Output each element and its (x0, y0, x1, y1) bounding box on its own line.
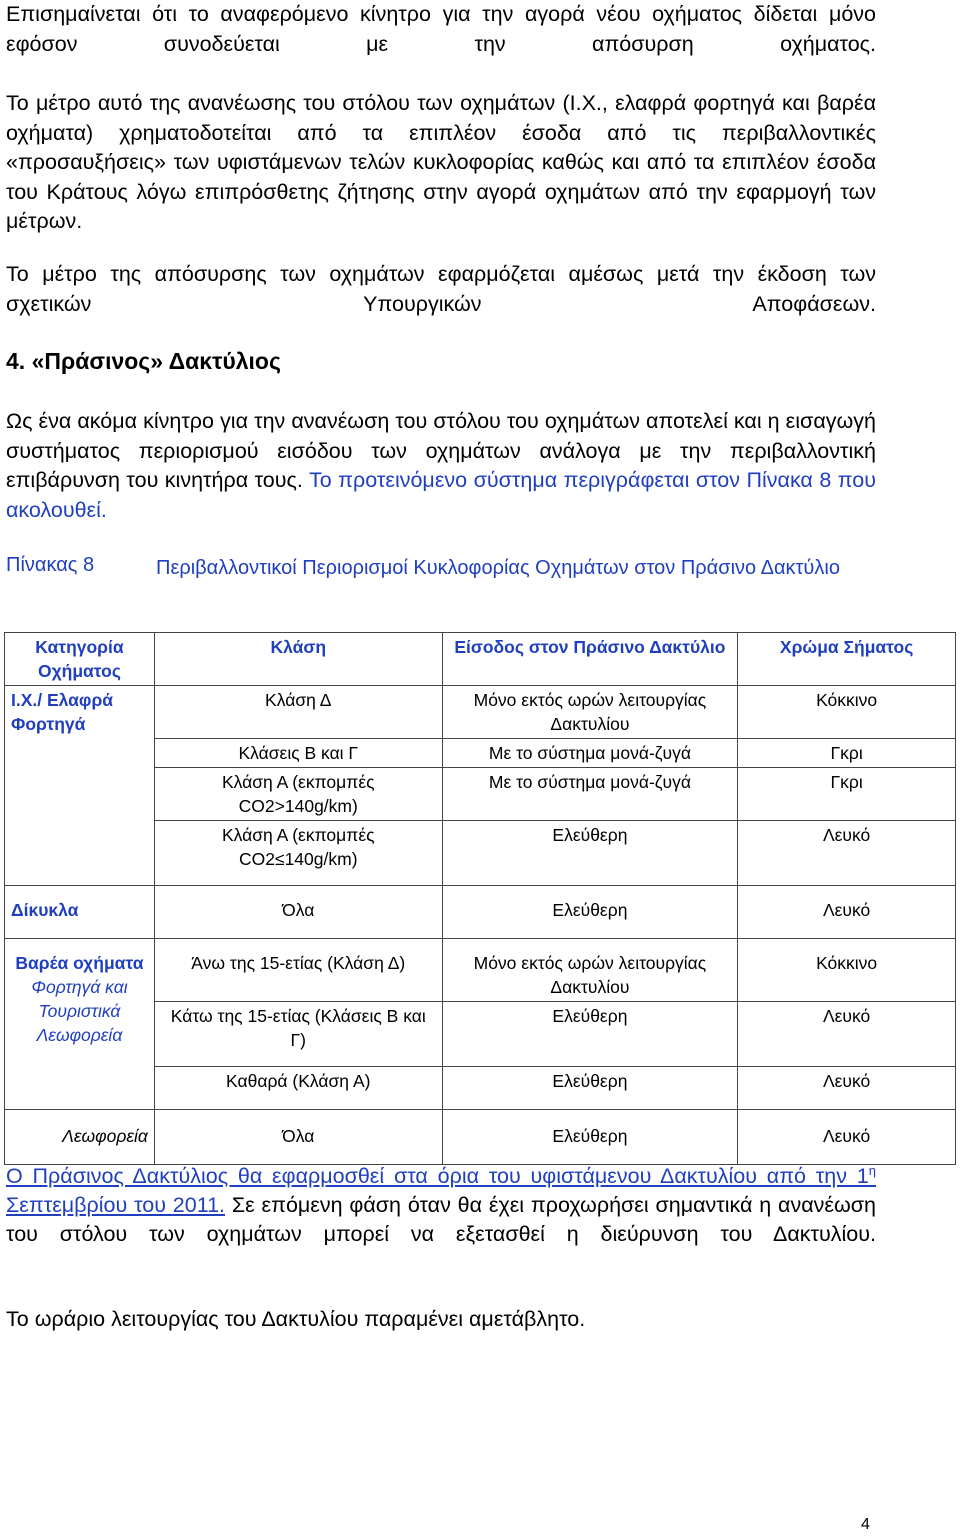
paragraph-incentive-note: Επισημαίνεται ότι το αναφερόμενο κίνητρο για την αγορά νέου οχήματος δίδεται μόνο εφόσον συνοδεύεται με την απόσυρση οχήματος. (6, 2, 876, 56)
ordinal-superscript: η (868, 1162, 876, 1178)
category-heavy-vehicles-title: Βαρέα οχήματα (15, 953, 144, 973)
header-category: Κατηγορία Οχήματος (5, 633, 155, 686)
cell-color: Κόκκινο (738, 939, 956, 1002)
category-heavy-vehicles-subtitle: Φορτηγά και Τουριστικά Λεωφορεία (31, 977, 128, 1045)
paragraph-withdrawal-measure: Το μέτρο της απόσυρσης των οχημάτων εφαρμόζεται αμέσως μετά την έκδοση των σχετικών Υπουργικών Αποφάσεων. (6, 262, 876, 316)
cell-class: Όλα (154, 886, 442, 939)
cell-entry: Ελεύθερη (442, 1067, 738, 1110)
cell-color: Λευκό (738, 1002, 956, 1067)
paragraph-ring-implementation (6, 1162, 876, 1249)
section-intro-text: Ως ένα ακόμα κίνητρο για την ανανέωση του στόλου του οχημάτων αποτελεί και η εισαγωγή συστήματος περιορισμού εισόδου των οχημάτων ανάλογα με την περιβαλλοντική επιβάρυνση του κινητήρα τους. (6, 409, 876, 492)
cell-color: Λευκό (738, 821, 956, 886)
header-class: Κλάση (154, 633, 442, 686)
green-ring-table (4, 632, 956, 1165)
header-color: Χρώμα Σήματος (738, 633, 956, 686)
cell-class: Κλάση Δ (154, 686, 442, 739)
page-number: 4 (861, 1516, 870, 1533)
table-row (5, 939, 956, 1002)
cell-class: Καθαρά (Κλάση Α) (154, 1067, 442, 1110)
cell-class: Άνω της 15-ετίας (Κλάση Δ) (154, 939, 442, 1002)
cell-class: Κάτω της 15-ετίας (Κλάσεις Β και Γ) (154, 1002, 442, 1067)
paragraph-fleet-renewal-funding: Το μέτρο αυτό της ανανέωσης του στόλου των οχημάτων (Ι.Χ., ελαφρά φορτηγά και βαρέα οχήματα) χρηματοδοτείται από τα επιπλέον έσοδα από τις περιβαλλοντικές «προσαυξήσεις» των υφιστάμενων τελών κυκλοφορίας καθώς και από τα επιπλέον έσοδα του Κράτους λόγω επιπρόσθετης ζήτησης στην αγορά οχημάτων από την εφαρμογή των μέτρων. (6, 91, 876, 233)
table-header-row (5, 633, 956, 686)
cell-class: Κλάσεις Β και Γ (154, 739, 442, 768)
cell-entry: Μόνο εκτός ωρών λειτουργίας Δακτυλίου (442, 939, 738, 1002)
section-heading: 4. «Πράσινος» Δακτύλιος (6, 348, 281, 374)
cell-entry: Ελεύθερη (442, 1110, 738, 1165)
table-caption-label: Πίνακας 8 (6, 554, 95, 576)
cell-entry: Ελεύθερη (442, 1002, 738, 1067)
cell-entry: Με το σύστημα μονά-ζυγά (442, 739, 738, 768)
cell-color: Γκρι (738, 739, 956, 768)
table-row (5, 686, 956, 739)
cell-color: Κόκκινο (738, 686, 956, 739)
cell-entry: Ελεύθερη (442, 821, 738, 886)
table-caption-text: Περιβαλλοντικοί Περιορισμοί Κυκλοφορίας Οχημάτων στον Πράσινο Δακτύλιο (156, 557, 840, 579)
implementation-date-part-b: Σεπτεμβρίου του 2011. (6, 1193, 226, 1217)
paragraph-operating-hours: Το ωράριο λειτουργίας του Δακτυλίου παραμένει αμετάβλητο. (6, 1307, 586, 1331)
cell-color: Λευκό (738, 1067, 956, 1110)
cell-color: Λευκό (738, 1110, 956, 1165)
category-two-wheelers: Δίκυκλα (5, 886, 155, 939)
cell-class: Κλάση Α (εκπομπές CO2≤140g/km) (154, 821, 442, 886)
cell-class: Κλάση Α (εκπομπές CO2>140g/km) (154, 768, 442, 821)
section-intro (6, 407, 876, 525)
category-buses: Λεωφορεία (5, 1110, 155, 1165)
table-row (5, 886, 956, 939)
category-cars-light-trucks: Ι.Χ./ Ελαφρά Φορτηγά (5, 686, 155, 886)
implementation-date-part-a: Ο Πράσινος Δακτύλιος θα εφαρμοσθεί στα όρια του υφιστάμενου Δακτυλίου από την 1 (6, 1164, 869, 1188)
cell-entry: Ελεύθερη (442, 886, 738, 939)
cell-color: Λευκό (738, 886, 956, 939)
cell-entry: Μόνο εκτός ωρών λειτουργίας Δακτυλίου (442, 686, 738, 739)
section-intro-table-ref: Το προτεινόμενο σύστημα περιγράφεται στον Πίνακα 8 που ακολουθεί. (6, 468, 877, 522)
category-heavy-vehicles (5, 939, 155, 1110)
expansion-statement: Σε επόμενη φάση όταν θα έχει προχωρήσει σημαντικά η ανανέωση του στόλου των οχημάτων μπορεί να εξετασθεί η διεύρυνση του Δακτυλίου. (6, 1193, 876, 1246)
cell-class: Όλα (154, 1110, 442, 1165)
cell-entry: Με το σύστημα μονά-ζυγά (442, 768, 738, 821)
cell-color: Γκρι (738, 768, 956, 821)
header-entry: Είσοδος στον Πράσινο Δακτύλιο (442, 633, 738, 686)
table-row (5, 1110, 956, 1165)
